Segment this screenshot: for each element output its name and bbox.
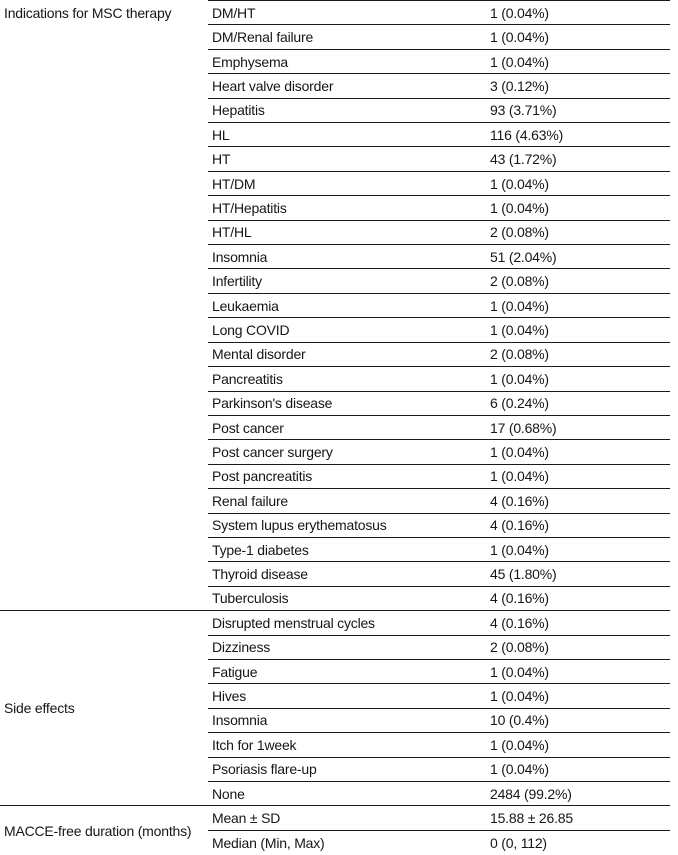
- row-label-cell: Post pancreatitis: [208, 464, 490, 488]
- row-value-cell: 1 (0.04%): [490, 367, 670, 391]
- row-value-cell: 2 (0.08%): [490, 269, 670, 293]
- row-label-cell: HL: [208, 123, 490, 147]
- row-value-cell: 3 (0.12%): [490, 74, 670, 98]
- row-label-cell: System lupus erythematosus: [208, 513, 490, 537]
- row-value-cell: 1 (0.04%): [490, 171, 670, 195]
- row-value-cell: 93 (3.71%): [490, 98, 670, 122]
- row-value-cell: 1 (0.04%): [490, 318, 670, 342]
- row-value-cell: 6 (0.24%): [490, 391, 670, 415]
- row-label-cell: HT/DM: [208, 171, 490, 195]
- row-value-cell: 1 (0.04%): [490, 293, 670, 317]
- row-value-cell: 1 (0.04%): [490, 537, 670, 561]
- row-value-cell: 17 (0.68%): [490, 415, 670, 439]
- row-label-cell: Mental disorder: [208, 342, 490, 366]
- row-label-cell: Infertility: [208, 269, 490, 293]
- row-label-cell: Leukaemia: [208, 293, 490, 317]
- section-label: Side effects: [0, 611, 208, 806]
- row-value-cell: 4 (0.16%): [490, 513, 670, 537]
- row-label-cell: Itch for 1week: [208, 733, 490, 757]
- table-body: [0, 1, 670, 855]
- row-value-cell: 1 (0.04%): [490, 440, 670, 464]
- row-label-cell: DM/HT: [208, 1, 490, 25]
- row-value-cell: 4 (0.16%): [490, 586, 670, 610]
- row-value-cell: 1 (0.04%): [490, 1, 670, 25]
- row-label-cell: Pancreatitis: [208, 367, 490, 391]
- row-value-cell: 1 (0.04%): [490, 684, 670, 708]
- row-label-cell: DM/Renal failure: [208, 25, 490, 49]
- row-label-cell: Thyroid disease: [208, 562, 490, 586]
- row-label-cell: Mean ± SD: [208, 806, 490, 830]
- row-label-cell: Emphysema: [208, 49, 490, 73]
- table-row: [0, 1, 670, 25]
- row-value-cell: 4 (0.16%): [490, 611, 670, 635]
- row-label-cell: Parkinson's disease: [208, 391, 490, 415]
- row-label-cell: Fatigue: [208, 659, 490, 683]
- row-label-cell: Long COVID: [208, 318, 490, 342]
- row-label-cell: Hives: [208, 684, 490, 708]
- section-label: MACCE-free duration (months): [0, 806, 208, 855]
- row-label-cell: Post cancer: [208, 415, 490, 439]
- row-label-cell: Dizziness: [208, 635, 490, 659]
- row-label-cell: Type-1 diabetes: [208, 537, 490, 561]
- row-label-cell: Disrupted menstrual cycles: [208, 611, 490, 635]
- row-label-cell: Insomnia: [208, 245, 490, 269]
- row-label-cell: HT/Hepatitis: [208, 196, 490, 220]
- row-value-cell: 4 (0.16%): [490, 489, 670, 513]
- row-value-cell: 2484 (99.2%): [490, 782, 670, 806]
- row-value-cell: 51 (2.04%): [490, 245, 670, 269]
- row-value-cell: 10 (0.4%): [490, 708, 670, 732]
- row-value-cell: 2 (0.08%): [490, 635, 670, 659]
- table-row: [0, 806, 670, 830]
- table-row: [0, 611, 670, 635]
- row-label-cell: Median (Min, Max): [208, 830, 490, 855]
- row-value-cell: 1 (0.04%): [490, 25, 670, 49]
- row-value-cell: 43 (1.72%): [490, 147, 670, 171]
- row-value-cell: 1 (0.04%): [490, 659, 670, 683]
- row-label-cell: Heart valve disorder: [208, 74, 490, 98]
- row-value-cell: 0 (0, 112): [490, 830, 670, 855]
- row-value-cell: 1 (0.04%): [490, 757, 670, 781]
- row-label-cell: Post cancer surgery: [208, 440, 490, 464]
- row-value-cell: 45 (1.80%): [490, 562, 670, 586]
- row-label-cell: HT/HL: [208, 220, 490, 244]
- row-value-cell: 15.88 ± 26.85: [490, 806, 670, 830]
- row-label-cell: Renal failure: [208, 489, 490, 513]
- row-value-cell: 1 (0.04%): [490, 464, 670, 488]
- row-value-cell: 116 (4.63%): [490, 123, 670, 147]
- row-value-cell: 1 (0.04%): [490, 733, 670, 757]
- row-label-cell: HT: [208, 147, 490, 171]
- row-value-cell: 2 (0.08%): [490, 220, 670, 244]
- section-label: Indications for MSC therapy: [4, 4, 172, 21]
- row-label-cell: Hepatitis: [208, 98, 490, 122]
- row-label-cell: Psoriasis flare-up: [208, 757, 490, 781]
- row-label-cell: None: [208, 782, 490, 806]
- row-label-cell: Tuberculosis: [208, 586, 490, 610]
- row-value-cell: 1 (0.04%): [490, 49, 670, 73]
- row-label-cell: Insomnia: [208, 708, 490, 732]
- row-value-cell: 2 (0.08%): [490, 342, 670, 366]
- row-value-cell: 1 (0.04%): [490, 196, 670, 220]
